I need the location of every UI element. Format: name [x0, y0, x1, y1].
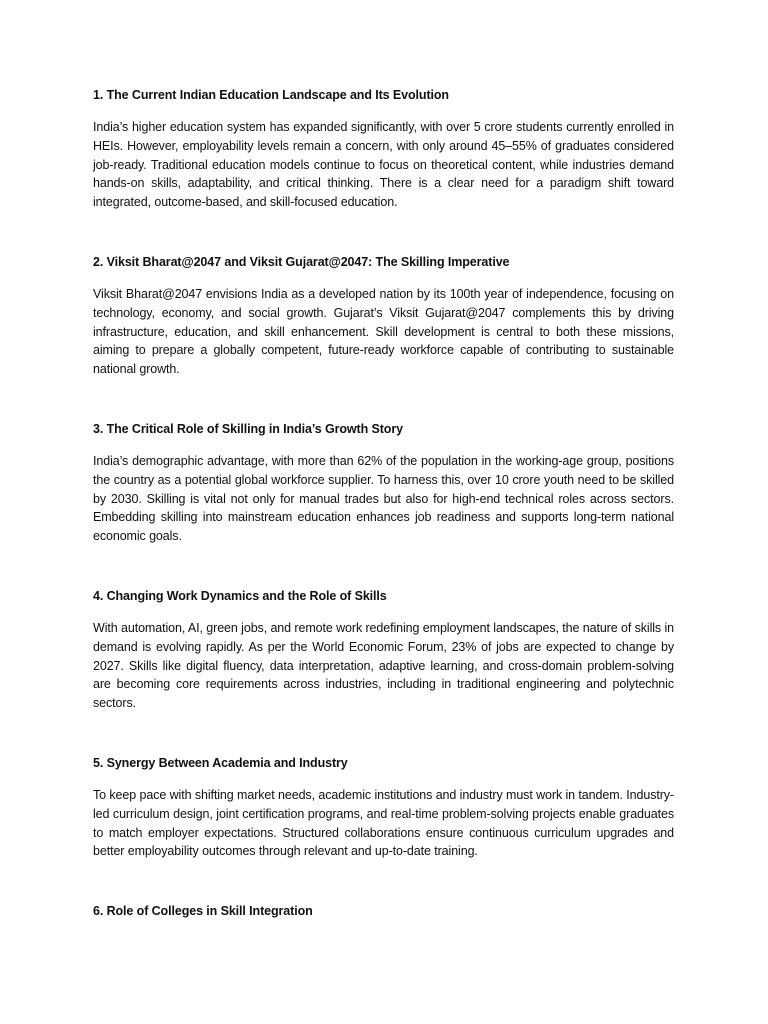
section-heading: 6. Role of Colleges in Skill Integration — [93, 904, 313, 919]
section-heading: 4. Changing Work Dynamics and the Role of Skills — [93, 588, 387, 603]
section-paragraph: India’s higher education system has expanded significantly, with over 5 crore students currently enrolled in HEIs. However, employability levels remain a concern, with only around 45–55% of graduates considered job-ready. Traditional education models continue to focus on theoretical content, while industries demand hands-on skills, adaptability, and critical thinking. There is a clear need for a paradigm shift toward integrated, outcome-based, and skill-focused education. — [93, 120, 674, 210]
section-paragraph: Viksit Bharat@2047 envisions India as a developed nation by its 100th year of independence, focusing on technology, economy, and social growth. Gujarat’s Viksit Gujarat@2047 complements this by driving infrastructure, education, and skill enhancement. Skill development is central to both these missions, aiming to prepare a globally competent, future-ready workforce capable of contributing to sustainable national growth. — [93, 286, 674, 377]
section-paragraph: With automation, AI, green jobs, and remote work redefining employment landscapes, the nature of skills in demand is evolving rapidly. As per the World Economic Forum, 23% of jobs are expected to change by 2027. Skills like digital fluency, data interpretation, adaptive learning, and cross-domain problem-solving are becoming core requirements across industries, including in traditional engineering and polytechnic sectors. — [93, 620, 674, 711]
section-paragraph: To keep pace with shifting market needs, academic institutions and industry must work in tandem. Industry-led curriculum design, joint certification programs, and real-time problem-solving projects enable graduates to match employer expectations. Structured collaborations ensure continuous curriculum upgrades and better employability outcomes through relevant and up-to-date training. — [93, 787, 674, 859]
section-1 — [93, 87, 674, 212]
section-heading: 5. Synergy Between Academia and Industry — [93, 755, 348, 770]
section-2 — [93, 254, 674, 379]
section-heading: 3. The Critical Role of Skilling in India’s Growth Story — [93, 421, 403, 436]
section-5 — [93, 755, 674, 861]
section-heading: 1. The Current Indian Education Landscape and Its Evolution — [93, 88, 449, 102]
section-4 — [93, 588, 674, 713]
section-6 — [93, 903, 674, 920]
section-paragraph: India’s demographic advantage, with more than 62% of the population in the working-age group, positions the country as a potential global workforce supplier. To harness this, over 10 crore youth need to be skilled by 2030. Skilling is vital not only for manual trades but also for high-end technical roles across sectors. Embedding skilling into mainstream education enhances job readiness and supports long-term national economic goals. — [93, 453, 674, 544]
section-3 — [93, 421, 674, 546]
section-heading: 2. Viksit Bharat@2047 and Viksit Gujarat@2047: The Skilling Imperative — [93, 254, 510, 269]
